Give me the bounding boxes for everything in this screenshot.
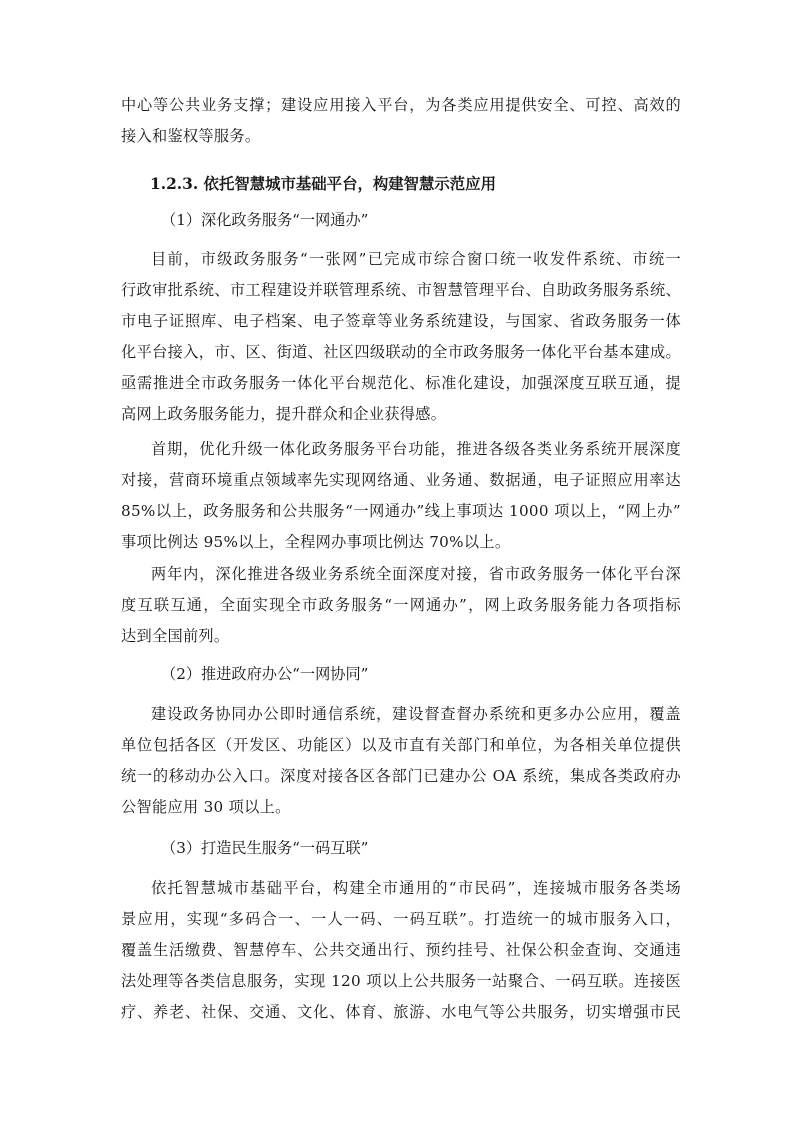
- paragraph-line: 事项比例达 95%以上，全程网办事项比例达 70%以上。: [121, 533, 511, 551]
- paragraph-line: 度互联互通，全面实现全市政务服务“一网通办”，网上政务服务能力各项指标: [121, 596, 681, 614]
- paragraph-line: 法处理等各类信息服务，实现 120 项以上公共服务一站聚合、一码互联。连接医: [121, 972, 681, 990]
- paragraph-line: 目前，市级政务服务“一张网”已完成市综合窗口统一收发件系统、市统一: [151, 250, 681, 268]
- subsection-title: （1）深化政务服务“一网通办”: [161, 211, 369, 229]
- paragraph-line: 依托智慧城市基础平台，构建全市通用的“市民码”，连接城市服务各类场: [151, 879, 681, 897]
- paragraph-line: 覆盖生活缴费、智慧停车、公共交通出行、预约挂号、社保公积金查询、交通违: [121, 941, 681, 959]
- paragraph-line: 统一的移动办公入口。深度对接各区各部门已建办公 OA 系统，集成各类政府办: [121, 767, 681, 785]
- paragraph-line: 疗、养老、社保、交通、文化、体育、旅游、水电气等公共服务，切实增强市民: [121, 1003, 681, 1021]
- paragraph-line: 公智能应用 30 项以上。: [121, 798, 291, 816]
- subsection-title: （2）推进政府办公“一网协同”: [161, 665, 369, 683]
- paragraph-line: 行政审批系统、市工程建设并联管理系统、市智慧管理平台、自助政务服务系统、: [121, 281, 681, 299]
- paragraph-line: 市电子证照库、电子档案、电子签章等业务系统建设，与国家、省政务服务一体: [121, 312, 681, 330]
- paragraph-line: 化平台接入，市、区、街道、社区四级联动的全市政务服务一体化平台基本建成。: [121, 343, 681, 361]
- paragraph-line: 首期，优化升级一体化政务服务平台功能，推进各级各类业务系统开展深度: [151, 440, 681, 458]
- paragraph-line: 单位包括各区（开发区、功能区）以及市直有关部门和单位，为各相关单位提供: [121, 736, 681, 754]
- paragraph-line: 对接，营商环境重点领域率先实现网络通、业务通、数据通，电子证照应用率达: [121, 471, 681, 489]
- paragraph-line: 两年内，深化推进各级业务系统全面深度对接，省市政务服务一体化平台深: [151, 565, 681, 583]
- paragraph-line: 接入和鉴权等服务。: [121, 127, 261, 145]
- section-heading: 1.2.3. 依托智慧城市基础平台，构建智慧示范应用: [150, 175, 496, 193]
- paragraph-line: 达到全国前列。: [121, 627, 230, 645]
- paragraph-line: 高网上政务服务能力，提升群众和企业获得感。: [121, 405, 447, 423]
- paragraph-line: 建设政务协同办公即时通信系统，建设督查督办系统和更多办公应用，覆盖: [151, 705, 681, 723]
- paragraph-line: 85%以上，政务服务和公共服务“一网通办”线上事项达 1000 项以上，“网上办”: [121, 502, 681, 520]
- subsection-title: （3）打造民生服务“一码互联”: [161, 839, 369, 857]
- paragraph-line: 景应用，实现“多码合一、一人一码、一码互联”。打造统一的城市服务入口，: [121, 910, 681, 928]
- paragraph-line: 中心等公共业务支撑；建设应用接入平台，为各类应用提供安全、可控、高效的: [121, 96, 681, 114]
- paragraph-line: 亟需推进全市政务服务一体化平台规范化、标准化建设，加强深度互联互通，提: [121, 374, 681, 392]
